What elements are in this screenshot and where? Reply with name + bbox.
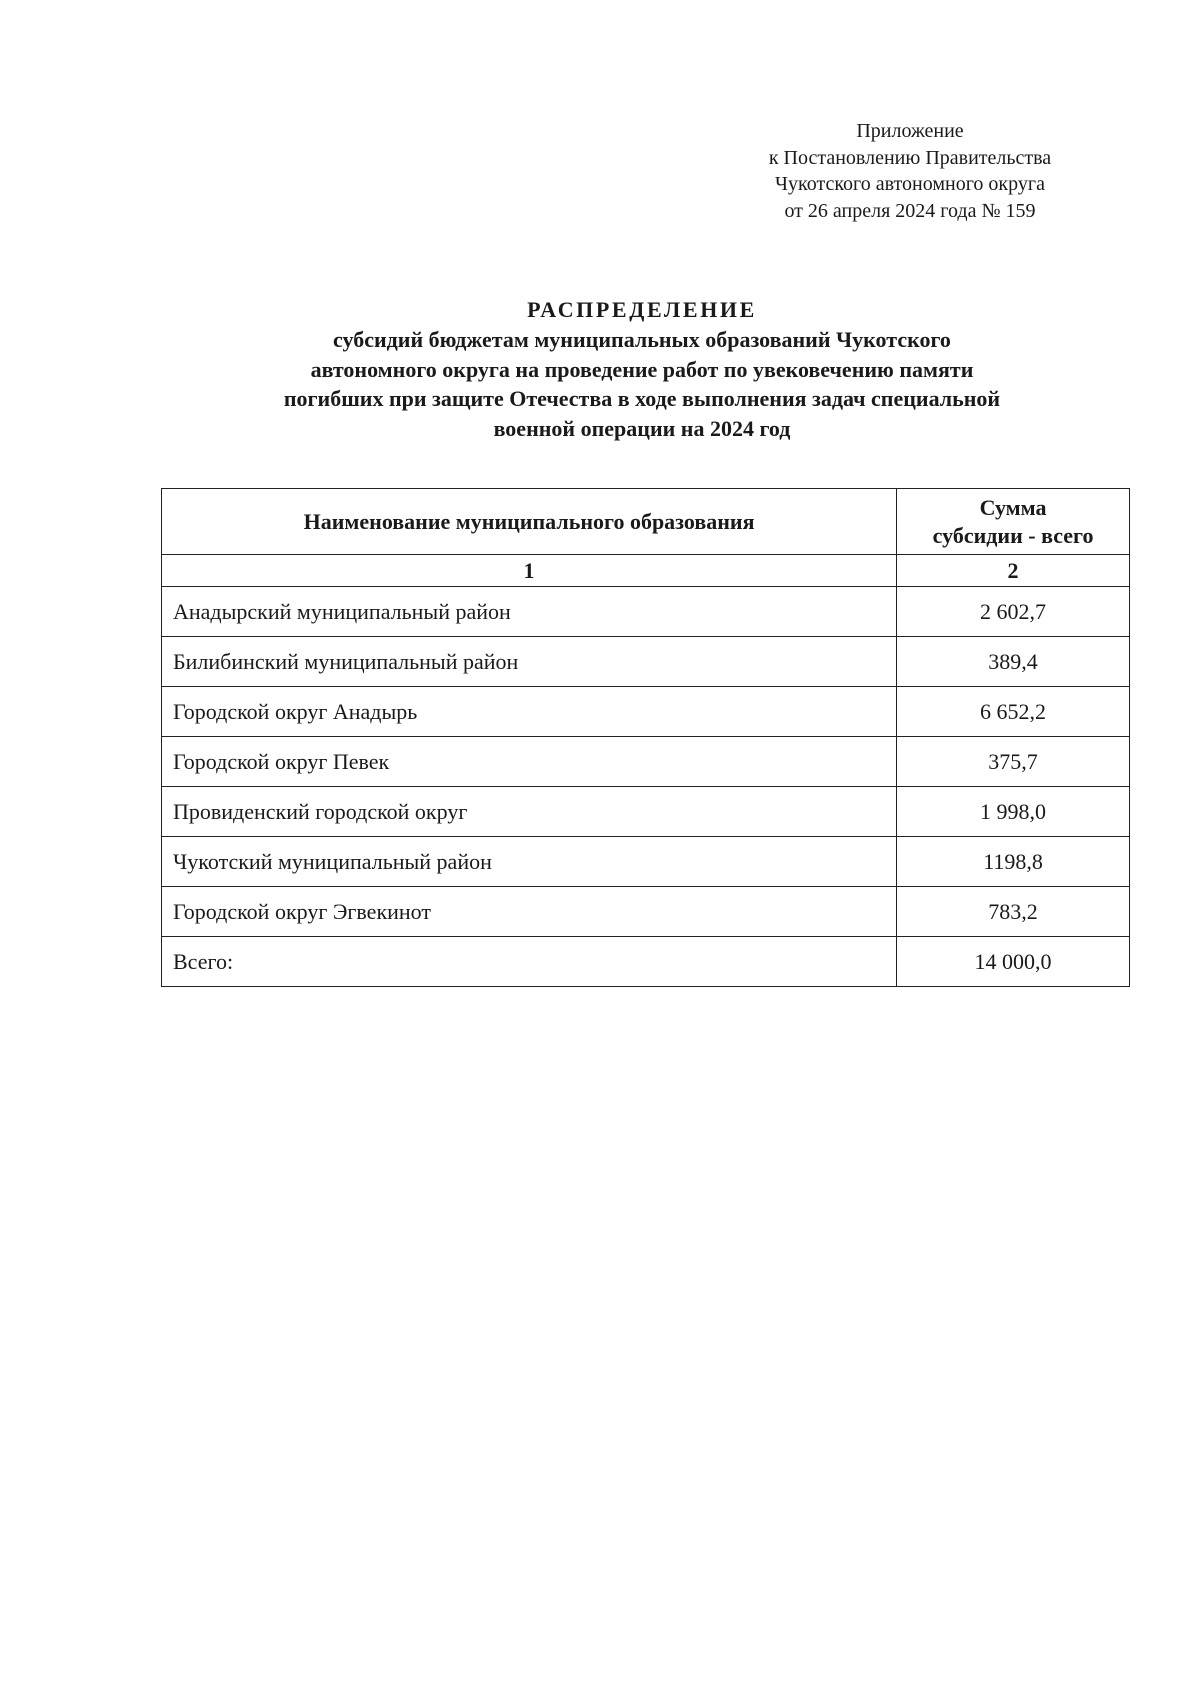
total-label: Всего: [162, 937, 897, 987]
appendix-date-number: от 26 апреля 2024 года № 159 [784, 199, 1036, 222]
subsidy-amount: 1198,8 [897, 837, 1130, 887]
subsidy-distribution-table [161, 488, 1130, 987]
subtitle-line-1: субсидий бюджетам муниципальных образований Чукотского [333, 327, 951, 352]
municipality-name: Городской округ Анадырь [162, 687, 897, 737]
table-header-row [162, 489, 1130, 555]
subsidy-amount: 389,4 [897, 637, 1130, 687]
table-row [162, 687, 1130, 737]
table-row [162, 637, 1130, 687]
table-row [162, 737, 1130, 787]
document-subtitle [140, 325, 1144, 443]
municipality-name: Городской округ Эгвекинот [162, 887, 897, 937]
header-subsidy-sum [897, 489, 1130, 555]
subsidy-amount: 375,7 [897, 737, 1130, 787]
municipality-name: Провиденский городской округ [162, 787, 897, 837]
subsidy-amount: 2 602,7 [897, 587, 1130, 637]
table-row [162, 587, 1130, 637]
subtitle-line-2: автономного округа на проведение работ по увековечению памяти [310, 356, 974, 382]
header-municipality-name: Наименование муниципального образования [162, 489, 897, 555]
total-amount: 14 000,0 [897, 937, 1130, 987]
header-sum-line-1: Сумма [979, 494, 1047, 520]
appendix-resolution: к Постановлению Правительства [768, 146, 1052, 169]
appendix-label: Приложение [856, 120, 964, 142]
header-sum-line-2: субсидии - всего [932, 522, 1094, 548]
municipality-name: Городской округ Певек [162, 737, 897, 787]
subsidy-amount: 783,2 [897, 887, 1130, 937]
table-row [162, 887, 1130, 937]
subtitle-line-4: военной операции на 2024 год [493, 415, 791, 441]
table-row [162, 787, 1130, 837]
table-total-row [162, 937, 1130, 987]
municipality-name: Чукотский муниципальный район [162, 837, 897, 887]
column-number-row [162, 555, 1130, 587]
subtitle-line-3: погибших при защите Отечества в ходе выполнения задач специальной [283, 386, 1001, 411]
column-number-1: 1 [162, 555, 897, 587]
document-title: РАСПРЕДЕЛЕНИЕ [527, 297, 757, 322]
subsidy-amount: 6 652,2 [897, 687, 1130, 737]
subsidy-amount: 1 998,0 [897, 787, 1130, 837]
municipality-name: Билибинский муниципальный район [162, 637, 897, 687]
appendix-block [735, 118, 1085, 224]
document-title-block [140, 294, 1144, 443]
column-number-2: 2 [897, 555, 1130, 587]
appendix-region: Чукотского автономного округа [775, 173, 1045, 195]
municipality-name: Анадырский муниципальный район [162, 587, 897, 637]
table-row [162, 837, 1130, 887]
